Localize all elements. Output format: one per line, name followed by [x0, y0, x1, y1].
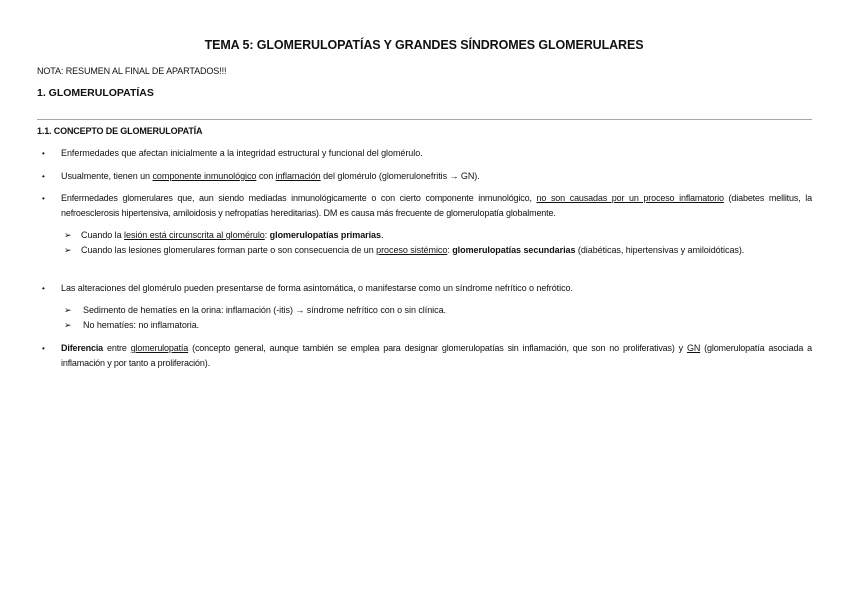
bullet-item-1: Enfermedades que afectan inicialmente a la integridad estructural y funcional del glomérulo.	[61, 148, 423, 158]
document-title: TEMA 5: GLOMERULOPATÍAS Y GRANDES SÍNDROMES GLOMERULARES	[204, 38, 644, 52]
underlined-term: GN	[686, 343, 701, 353]
sub-item-3: Sedimento de hematíes en la orina: inflamación (-itis) → síndrome nefrítico con o sin clínica.	[83, 305, 446, 315]
arrow-bullet-icon: ➢	[64, 245, 72, 255]
text-span: (diabetes mellitus, la nefroesclerosis hipertensiva, amiloidosis y nefropatías hereditarias). DM es causa más frecuente de glomerulopatía globalmente.	[61, 193, 813, 218]
sub-item-2	[81, 243, 812, 258]
text-span: (diabéticas, hipertensivas y amiloidóticas).	[575, 245, 745, 255]
text-span: (glomerulopatía asociada a inflamación y por tanto a proliferación).	[61, 343, 813, 368]
text-span: con	[256, 171, 276, 181]
bold-term: glomerulopatías primarias	[269, 230, 381, 240]
underlined-term: componente inmunológico	[152, 171, 257, 181]
bullet-icon: •	[42, 172, 45, 181]
text-span: Enfermedades glomerulares que, aun siendo mediadas inmunológicamente o con cierto componente inmunológico,	[61, 193, 537, 203]
section-heading: 1. GLOMERULOPATÍAS	[37, 87, 154, 99]
bold-term: glomerulopatías secundarias	[452, 245, 576, 255]
note-text: NOTA: RESUMEN AL FINAL DE APARTADOS!!!	[37, 66, 227, 76]
underlined-term: no son causadas por un proceso inflamatorio	[536, 193, 724, 203]
bullet-icon: •	[42, 344, 45, 353]
text-span: entre	[103, 343, 131, 353]
bullet-item-4: Las alteraciones del glomérulo pueden presentarse de forma asintomática, o manifestarse como un síndrome nefrítico o nefrótico.	[61, 283, 573, 293]
bold-term: Diferencia	[61, 343, 104, 353]
bullet-item-5	[61, 341, 812, 371]
bullet-icon: •	[42, 149, 45, 158]
underlined-term: proceso sistémico	[376, 245, 448, 255]
underlined-term: glomerulopatía	[130, 343, 189, 353]
underlined-term: lesión está circunscrita al glomérulo	[124, 230, 265, 240]
arrow-bullet-icon: ➢	[64, 320, 72, 330]
text-span: (concepto general, aunque también se emplea para designar glomerulopatías sin inflamación, que son no proliferativas) y	[188, 343, 687, 353]
sub-item-4: No hematíes: no inflamatoria.	[83, 320, 200, 330]
bullet-item-2	[61, 169, 812, 184]
text-span: .	[380, 230, 384, 240]
bullet-item-3	[61, 191, 812, 221]
text-span: del glomérulo (glomerulonefritis → GN).	[320, 171, 480, 181]
arrow-bullet-icon: ➢	[64, 230, 72, 240]
section-divider	[37, 119, 812, 120]
text-span: Cuando la	[81, 230, 125, 240]
text-span: Cuando las lesiones glomerulares forman parte o son consecuencia de un	[81, 245, 377, 255]
bullet-icon: •	[42, 194, 45, 203]
underlined-term: inflamación	[275, 171, 321, 181]
bullet-icon: •	[42, 284, 45, 293]
text-span: :	[447, 245, 453, 255]
arrow-bullet-icon: ➢	[64, 305, 72, 315]
sub-item-1	[81, 228, 812, 243]
text-span: :	[264, 230, 270, 240]
subsection-heading: 1.1. CONCEPTO DE GLOMERULOPATÍA	[37, 126, 203, 136]
text-span: Usualmente, tienen un	[61, 171, 153, 181]
